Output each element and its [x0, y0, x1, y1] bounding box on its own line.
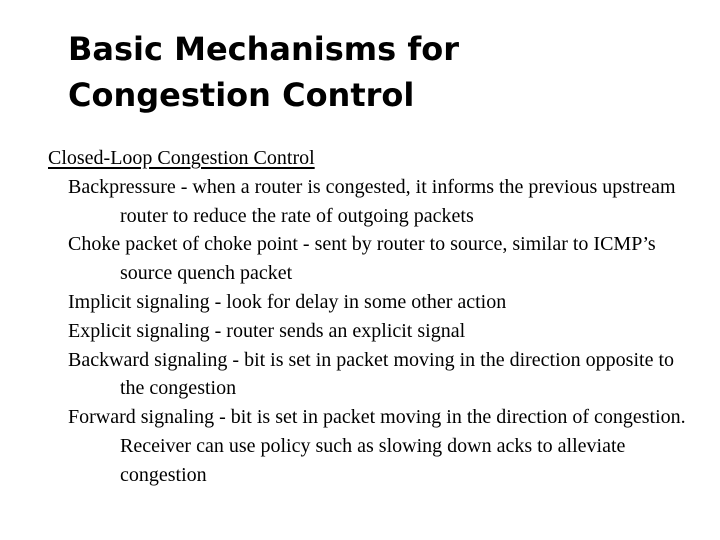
slide-title-line-2: Congestion Control	[68, 76, 415, 114]
section-heading: Closed-Loop Congestion Control	[48, 147, 315, 169]
bullet-choke-packet: Choke packet of choke point - sent by router to source, similar to ICMP’s source quench packet	[68, 233, 656, 285]
bullet-backpressure: Backpressure - when a router is congested, it informs the previous upstream router to reduce the rate of outgoing packets	[68, 175, 676, 227]
bullet-list	[48, 173, 698, 490]
slide-title	[68, 26, 668, 118]
bullet-backward-signaling: Backward signaling - bit is set in packet moving in the direction opposite to the congestion	[68, 348, 674, 400]
bullet-implicit-signaling: Implicit signaling - look for delay in some other action	[68, 290, 507, 313]
slide-body	[48, 144, 698, 490]
bullet-forward-signaling: Forward signaling - bit is set in packet moving in the direction of congestion. Receiver can use policy such as slowing down acks to alleviate congestion	[68, 406, 686, 486]
bullet-explicit-signaling: Explicit signaling - router sends an explicit signal	[68, 319, 466, 342]
slide-title-line-1: Basic Mechanisms for	[68, 30, 460, 68]
